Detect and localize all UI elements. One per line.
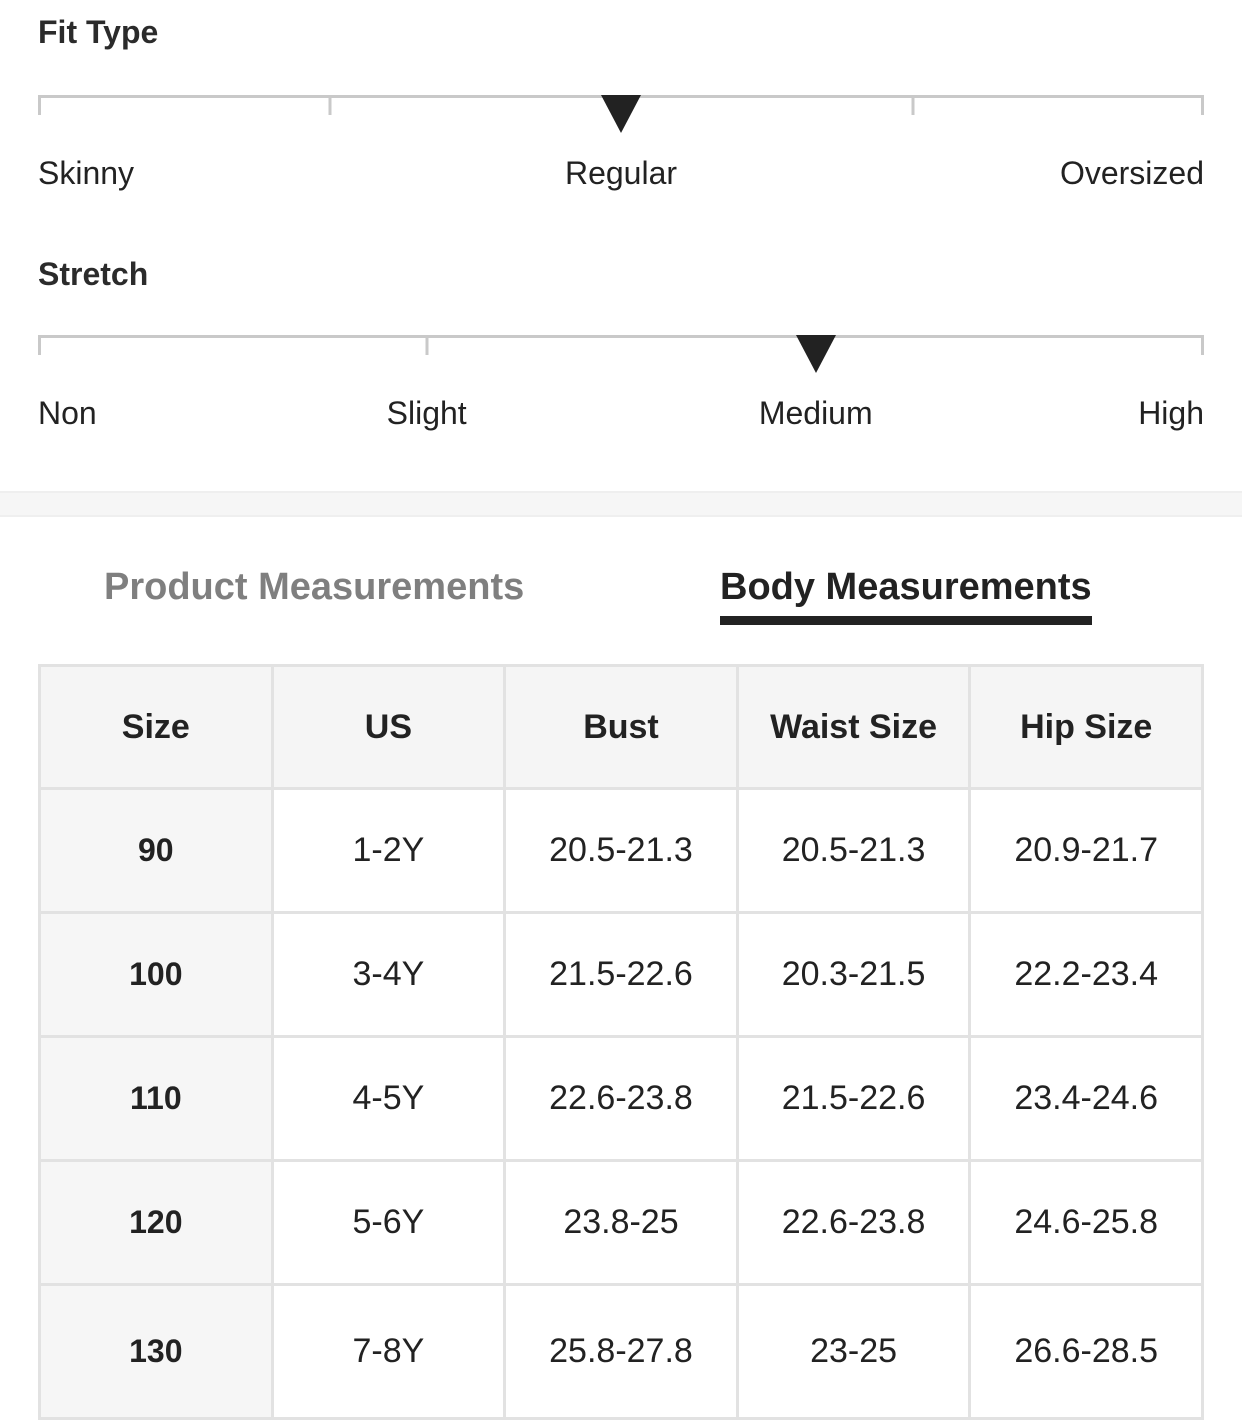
cell-bust: 20.5-21.3	[505, 789, 738, 913]
cell-bust: 23.8-25	[505, 1161, 738, 1285]
cell-hip: 26.6-28.5	[970, 1285, 1203, 1419]
cell-us: 4-5Y	[272, 1037, 505, 1161]
cell-bust: 21.5-22.6	[505, 913, 738, 1037]
stretch-labels	[38, 392, 1204, 436]
cell-us: 3-4Y	[272, 913, 505, 1037]
fit-type-title: Fit Type	[38, 14, 159, 50]
size-table-container	[38, 664, 1204, 1420]
cell-waist: 21.5-22.6	[737, 1037, 970, 1161]
stretch-label-medium: Medium	[758, 395, 873, 431]
fit-type-tick-0	[38, 95, 41, 115]
cell-us: 1-2Y	[272, 789, 505, 913]
fit-type-tick-25	[328, 95, 331, 115]
col-header-size: Size	[40, 666, 273, 789]
cell-size: 110	[40, 1037, 273, 1161]
fit-type-indicator-triangle	[601, 95, 641, 133]
cell-us: 7-8Y	[272, 1285, 505, 1419]
stretch-tick-100	[1201, 335, 1204, 355]
cell-size: 130	[40, 1285, 273, 1419]
table-row	[40, 913, 1203, 1037]
stretch-label-non: Non	[38, 395, 97, 431]
cell-bust: 22.6-23.8	[505, 1037, 738, 1161]
table-row	[40, 789, 1203, 913]
cell-waist: 23-25	[737, 1285, 970, 1419]
col-header-hip: Hip Size	[970, 666, 1203, 789]
col-header-waist: Waist Size	[737, 666, 970, 789]
stretch-label-slight: Slight	[386, 395, 467, 431]
cell-hip: 23.4-24.6	[970, 1037, 1203, 1161]
cell-hip: 22.2-23.4	[970, 913, 1203, 1037]
cell-hip: 24.6-25.8	[970, 1161, 1203, 1285]
stretch-tick-0	[38, 335, 41, 355]
fit-type-scale	[38, 95, 1204, 135]
fit-type-tick-100	[1201, 95, 1204, 115]
fit-type-labels	[38, 152, 1204, 196]
cell-size: 100	[40, 913, 273, 1037]
table-header-row	[40, 666, 1203, 789]
section-divider	[0, 491, 1242, 517]
stretch-track	[38, 335, 1204, 338]
body-measurements-table	[38, 664, 1204, 1420]
stretch-label-high: High	[1138, 395, 1204, 431]
table-row	[40, 1161, 1203, 1285]
table-row	[40, 1037, 1203, 1161]
cell-waist: 20.3-21.5	[737, 913, 970, 1037]
measurement-tabs	[0, 566, 1242, 636]
col-header-us: US	[272, 666, 505, 789]
stretch-tick-33	[425, 335, 428, 355]
stretch-title: Stretch	[38, 256, 149, 292]
cell-size: 90	[40, 789, 273, 913]
stretch-scale	[38, 335, 1204, 375]
cell-us: 5-6Y	[272, 1161, 505, 1285]
cell-bust: 25.8-27.8	[505, 1285, 738, 1419]
fit-type-label-skinny: Skinny	[38, 155, 135, 191]
cell-size: 120	[40, 1161, 273, 1285]
cell-waist: 20.5-21.3	[737, 789, 970, 913]
tab-body-measurements[interactable]: Body Measurements	[720, 566, 1092, 625]
fit-type-tick-75	[911, 95, 914, 115]
stretch-indicator-triangle	[796, 335, 836, 373]
table-row	[40, 1285, 1203, 1419]
cell-hip: 20.9-21.7	[970, 789, 1203, 913]
col-header-bust: Bust	[505, 666, 738, 789]
cell-waist: 22.6-23.8	[737, 1161, 970, 1285]
fit-type-label-regular: Regular	[564, 155, 678, 191]
tab-product-measurements[interactable]: Product Measurements	[104, 566, 525, 608]
fit-type-label-oversized: Oversized	[1059, 155, 1204, 191]
